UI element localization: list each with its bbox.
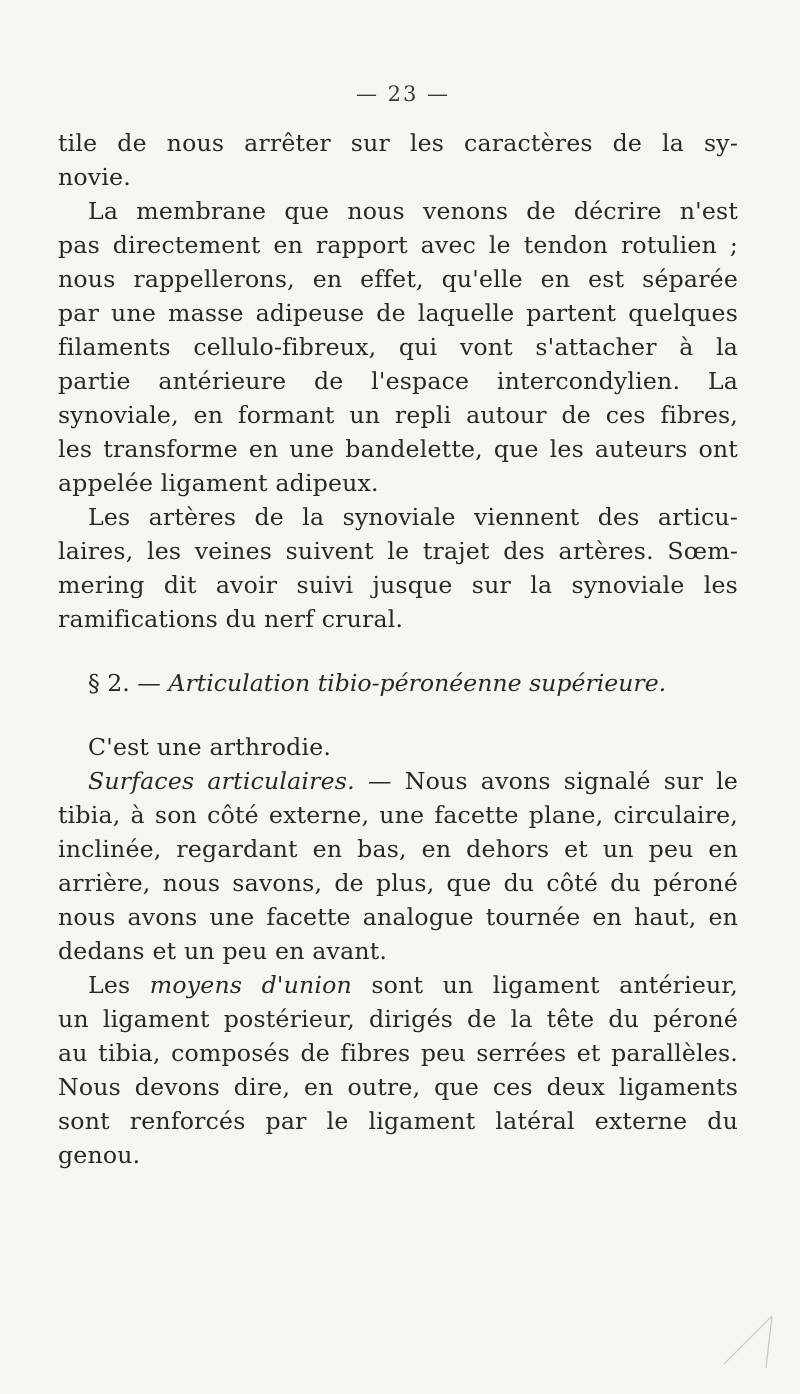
text-line: inclinée, regardant en bas, en dehors et un peu en — [58, 835, 738, 863]
text-line: filaments cellulo-fibreux, qui vont s'attacher à la — [58, 333, 738, 361]
text-line: sont renforcés par le ligament latéral externe du — [58, 1107, 738, 1135]
section-title: Articulation tibio-péronéenne supérieure. — [168, 669, 667, 697]
text-line: genou. — [58, 1141, 141, 1169]
text-line — [58, 764, 738, 798]
text-line: nous rappellerons, en effet, qu'elle en est séparée — [58, 265, 738, 293]
text-line: laires, les veines suivent le trajet des artères. Sœm- — [58, 537, 738, 565]
run-in-heading: Surfaces articulaires. — [88, 767, 355, 795]
section-number: § 2. — — [88, 669, 161, 697]
text-line: Les artères de la synoviale viennent des articu- — [88, 503, 738, 531]
paragraph-membrane — [58, 194, 738, 500]
text-line: synoviale, en formant un repli autour de ces fibres, — [58, 401, 738, 429]
text-run: — Nous avons signalé sur le — [354, 767, 738, 795]
section-heading — [58, 666, 738, 700]
text-run: Les — [88, 971, 150, 999]
paragraph-synovie-intro — [58, 126, 738, 194]
document-page — [58, 82, 738, 1172]
text-line: nous avons une facette analogue tournée en haut, en — [58, 903, 738, 931]
text-line: dedans et un peu en avant. — [58, 937, 388, 965]
text-line: pas directement en rapport avec le tendon rotulien ; — [58, 231, 738, 259]
text-line: un ligament postérieur, dirigés de la tête du péroné — [58, 1005, 738, 1033]
text-line: les transforme en une bandelette, que les auteurs ont — [58, 435, 738, 463]
pencil-mark-icon — [716, 1314, 774, 1372]
paragraph-arteres — [58, 500, 738, 636]
paragraph-moyens-union — [58, 968, 738, 1172]
text-line: tile de nous arrêter sur les caractères de la sy- — [58, 129, 738, 157]
text-line: appelée ligament adipeux. — [58, 469, 379, 497]
text-line: Nous devons dire, en outre, que ces deux ligaments — [58, 1073, 738, 1101]
text-line: partie antérieure de l'espace intercondylien. La — [58, 367, 738, 395]
text-line: tibia, à son côté externe, une facette plane, circulaire, — [58, 801, 738, 829]
text-line: au tibia, composés de fibres peu serrées et parallèles. — [58, 1039, 738, 1067]
paragraph-arthrodie — [58, 730, 738, 764]
text-line: par une masse adipeuse de laquelle partent quelques — [58, 299, 738, 327]
page-number: — 23 — — [355, 82, 451, 106]
paragraph-surfaces — [58, 764, 738, 968]
text-line: mering dit avoir suivi jusque sur la synoviale les — [58, 571, 738, 599]
text-line: ramifications du nerf crural. — [58, 605, 404, 633]
run-in-heading: moyens d'union — [149, 971, 352, 999]
text-line: arrière, nous savons, de plus, que du côté du péroné — [58, 869, 738, 897]
text-run: sont un ligament antérieur, — [351, 971, 738, 999]
text-line — [58, 968, 738, 1002]
text-line: C'est une arthrodie. — [88, 733, 332, 761]
text-line: La membrane que nous venons de décrire n'est — [88, 197, 738, 225]
text-line: novie. — [58, 163, 131, 191]
